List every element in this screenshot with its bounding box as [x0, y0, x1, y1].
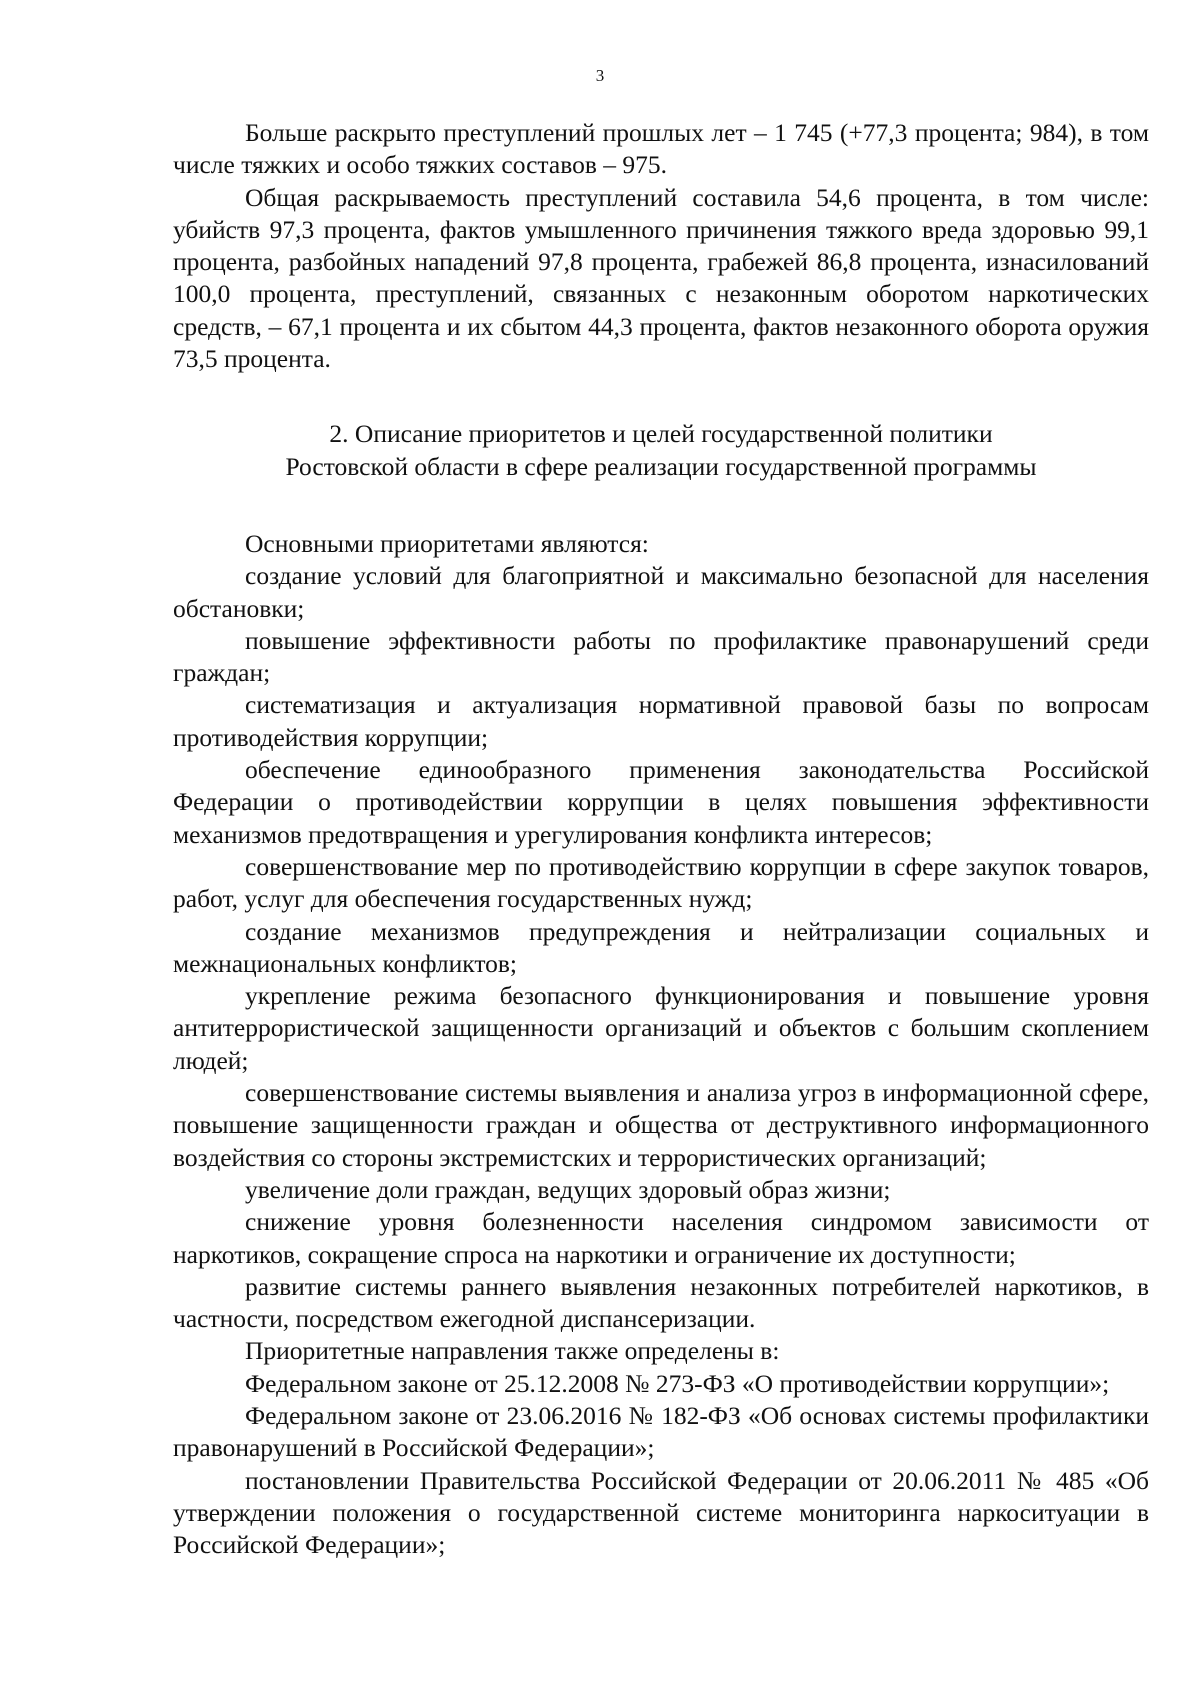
priority-item: создание механизмов предупреждения и нейтрализации социальных и межнациональных конфликтов; — [173, 916, 1149, 978]
priority-item: совершенствование системы выявления и анализа угроз в информационной сфере, повышение защищенности граждан и общества от деструктивного информационного воздействия со стороны экстремистских и террористических организаций; — [173, 1078, 1149, 1172]
priority-item: совершенствование мер по противодействию коррупции в сфере закупок товаров, работ, услуг для обеспечения государственных нужд; — [173, 851, 1149, 914]
paragraph: Общая раскрываемость преступлений составила 54,6 процента, в том числе: убийств 97,3 процента, фактов умышленного причинения тяжкого вреда здоровью 99,1 процента, разбойных нападений 97,8 процента, грабежей 86,8 процента, изнасилований 100,0 процента, преступлений, связанных с незаконным оборотом наркотических средств, – 67,1 процента и их сбытом 44,3 процента, фактов незаконного оборота оружия 73,5 процента. — [173, 182, 1149, 374]
section-heading — [173, 418, 1149, 483]
legal-reference: Федеральном законе от 25.12.2008 № 273-ФЗ «О противодействии коррупции»; — [245, 1368, 1110, 1398]
priority-item: создание условий для благоприятной и максимально безопасной для населения обстановки; — [173, 561, 1149, 623]
legal-reference: постановлении Правительства Российской Федерации от 20.06.2011 № 485 «Об утверждении положения о государственной системе мониторинга наркоситуации в Российской Федерации»; — [173, 1465, 1149, 1560]
paragraph: Основными приоритетами являются: — [245, 528, 649, 558]
priority-item: развитие системы раннего выявления незаконных потребителей наркотиков, в частности, посредством ежегодной диспансеризации. — [173, 1271, 1149, 1334]
priority-item: обеспечение единообразного применения законодательства Российской Федерации о противодействии коррупции в целях повышения эффективности механизмов предотвращения и урегулирования конфликта интересов; — [173, 755, 1149, 849]
priority-item: повышение эффективности работы по профилактике правонарушений среди граждан; — [173, 625, 1149, 688]
page-number: 3 — [595, 66, 605, 85]
document-body — [173, 117, 1149, 1561]
section-heading-line: Ростовской области в сфере реализации государственной программы — [285, 451, 1037, 481]
priority-item: увеличение доли граждан, ведущих здоровый образ жизни; — [245, 1174, 891, 1204]
priority-item: укрепление режима безопасного функционирования и повышение уровня антитеррористической защищенности организаций и объектов с большим скоплением людей; — [173, 981, 1149, 1075]
priority-item: снижение уровня болезненности населения синдромом зависимости от наркотиков, сокращение спроса на наркотики и ограничение их доступности; — [173, 1207, 1149, 1269]
paragraph: Приоритетные направления также определены в: — [245, 1336, 780, 1366]
legal-reference: Федеральном законе от 23.06.2016 № 182-ФЗ «Об основах системы профилактики правонарушений в Российской Федерации»; — [173, 1400, 1149, 1463]
section-heading-line: 2. Описание приоритетов и целей государственной политики — [329, 419, 993, 449]
priority-item: систематизация и актуализация нормативной правовой базы по вопросам противодействия коррупции; — [173, 690, 1149, 752]
paragraph: Больше раскрыто преступлений прошлых лет – 1 745 (+77,3 процента; 984), в том числе тяжких и особо тяжких составов – 975. — [173, 118, 1149, 180]
